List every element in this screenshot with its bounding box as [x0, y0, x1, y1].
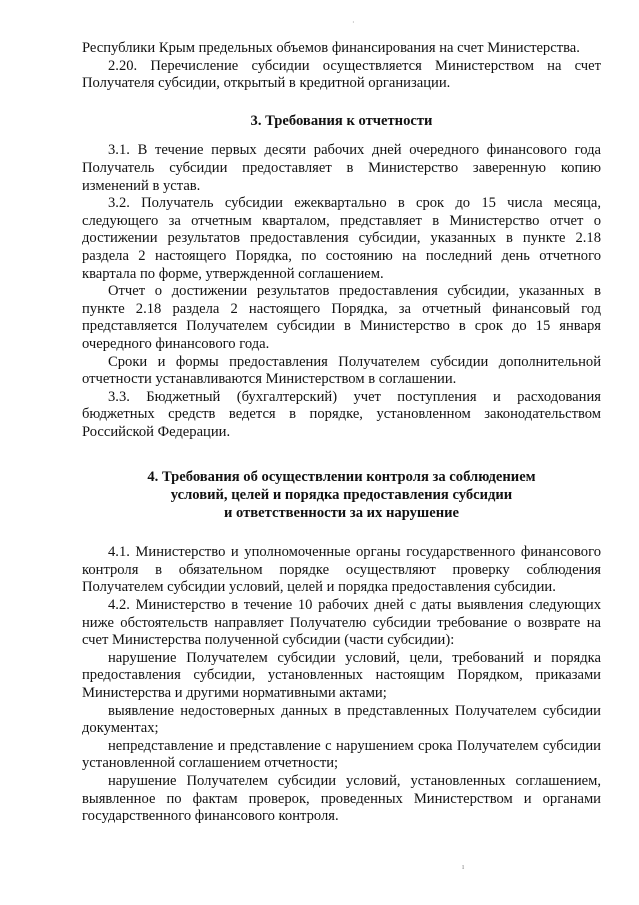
paragraph-3-2: 3.2. Получатель субсидии ежеквартально в срок до 15 числа месяца, следующего за отчетным кварталом, представляет в Министерство отчет о достижении результатов предоставления субсидии, указанных в пункте 2.18 раздела 2 настоящего Порядка, по состоянию на последний день отчетного квартала по форме, утвержденной соглашением.	[82, 195, 601, 282]
paragraph-3-2-report: Отчет о достижении результатов предоставления субсидии, указанных в пункте 2.18 раздела 2 настоящего Порядка, за отчетный финансовый год представляется Получателем субсидии в Министерство в срок до 15 января очередного финансового года.	[82, 283, 601, 352]
paragraph-3-1: 3.1. В течение первых десяти рабочих дней очередного финансового года Получатель субсидии предоставляет в Министерство заверенную копию изменений в устав.	[82, 142, 601, 194]
paragraph-2-20: 2.20. Перечисление субсидии осуществляется Министерством на счет Получателя субсидии, открытый в кредитной организации.	[82, 57, 601, 92]
paragraph-4-2-item-1: нарушение Получателем субсидии условий, цели, требований и порядка предоставления субсидии, установленных настоящим Порядком, приказами Министерства и другими нормативными актами;	[82, 649, 601, 701]
paragraph-4-2-item-3: непредставление и представление с нарушением срока Получателем субсидии установленной соглашением отчетности;	[82, 737, 601, 772]
paragraph-3-3: 3.3. Бюджетный (бухгалтерский) учет поступления и расходования бюджетных средств ведется в порядке, установленном законодательством Российской Федерации.	[82, 388, 601, 440]
paragraph-3-2-forms: Сроки и формы предоставления Получателем субсидии дополнительной отчетности устанавливаются Министерством в соглашении.	[82, 353, 601, 388]
scan-speck: ı	[462, 862, 465, 871]
section-4-title-line-1: 4. Требования об осуществлении контроля за соблюдением	[147, 469, 536, 486]
section-3-title: 3. Требования к отчетности	[250, 112, 433, 129]
paragraph-4-2-item-2: выявление недостоверных данных в представленных Получателем субсидии документах;	[82, 702, 601, 737]
scan-speck: ·	[352, 18, 355, 27]
section-4-title	[82, 469, 601, 522]
section-4-title-line-2: условий, целей и порядка предоставления субсидии	[170, 487, 513, 504]
paragraph-4-1: 4.1. Министерство и уполномоченные органы государственного финансового контроля в обязательном порядке осуществляют проверку соблюдения Получателем субсидии условий, целей и порядка предоставления субсидии.	[82, 544, 601, 596]
paragraph-4-2: 4.2. Министерство в течение 10 рабочих дней с даты выявления следующих ниже обстоятельств направляет Получателю субсидии требование о возврате на счет Министерства полученной субсидии (части субсидии):	[82, 597, 601, 649]
paragraph-4-2-item-4: нарушение Получателем субсидии условий, установленных соглашением, выявленное по фактам проверок, проведенных Министерством и органами государственного финансового контроля.	[82, 772, 601, 825]
paragraph-continuation: Республики Крым предельных объемов финансирования на счет Министерства.	[82, 40, 580, 56]
section-4-title-line-3: и ответственности за их нарушение	[223, 504, 460, 521]
